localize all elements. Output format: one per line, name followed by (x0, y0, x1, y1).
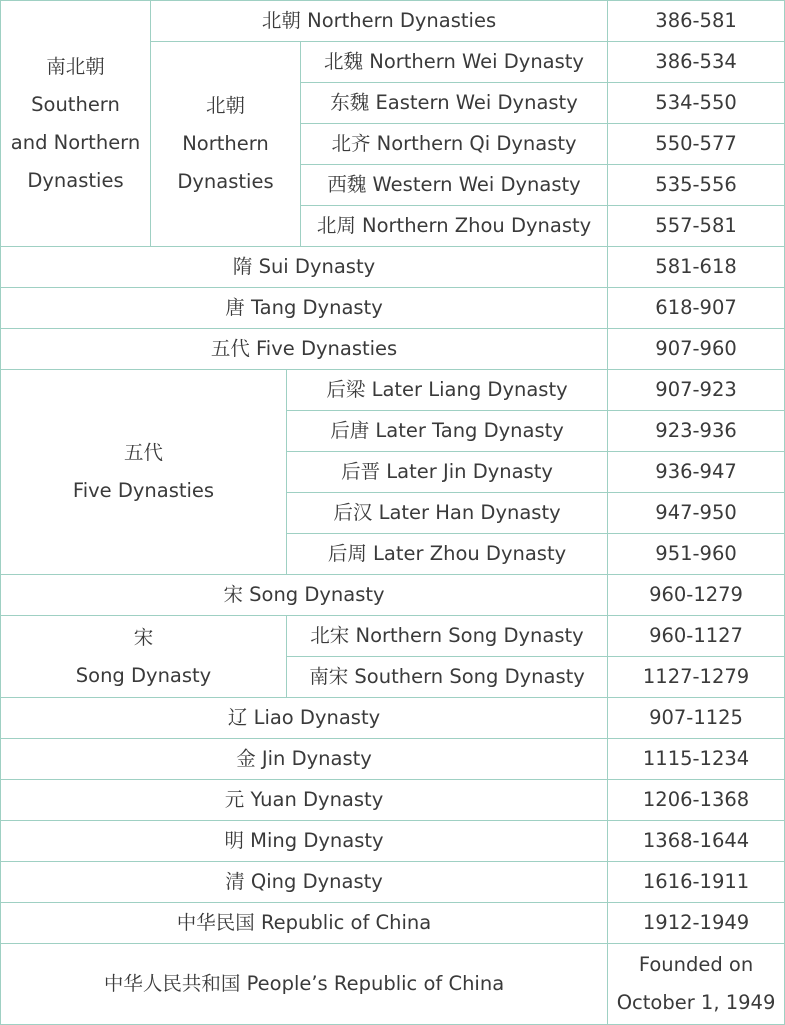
dynasty-name: 后梁 Later Liang Dynasty (287, 370, 608, 411)
dynasty-dates: 1368-1644 (608, 821, 785, 862)
dynasty-name: 北朝 Northern Dynasties (151, 1, 608, 42)
dynasty-dates: 1912-1949 (608, 903, 785, 944)
dynasty-name: 后晋 Later Jin Dynasty (287, 452, 608, 493)
dynasty-dates: 947-950 (608, 493, 785, 534)
group-line: Northern (182, 132, 269, 155)
dynasty-dates: 386-534 (608, 42, 785, 83)
dynasty-dates: 1206-1368 (608, 780, 785, 821)
group-line: and Northern (10, 130, 141, 154)
group-line: Five Dynasties (72, 479, 215, 502)
dynasty-dates: 1115-1234 (608, 739, 785, 780)
table-row (1, 329, 785, 370)
table-row (1, 862, 785, 903)
group-line: Dynasties (27, 168, 124, 192)
table-row (1, 247, 785, 288)
group-line: 五代 (123, 441, 163, 464)
table-row (1, 944, 785, 1025)
date-line: Founded on (638, 953, 754, 976)
dynasty-name: 后汉 Later Han Dynasty (287, 493, 608, 534)
dynasty-dates: 1616-1911 (608, 862, 785, 903)
table-row (1, 698, 785, 739)
table-row (1, 780, 785, 821)
dynasty-dates: 535-556 (608, 165, 785, 206)
dynasty-dates: 951-960 (608, 534, 785, 575)
dynasty-dates: 923-936 (608, 411, 785, 452)
dynasty-name: 五代 Five Dynasties (1, 329, 608, 370)
dynasty-dates: 1127-1279 (608, 657, 785, 698)
table-row (1, 821, 785, 862)
table-row (1, 903, 785, 944)
dynasty-name: 清 Qing Dynasty (1, 862, 608, 903)
dynasty-name: 北宋 Northern Song Dynasty (287, 616, 608, 657)
group-line: 宋 (133, 625, 154, 649)
group-cell-five-dynasties (1, 370, 287, 575)
dynasty-name: 后唐 Later Tang Dynasty (287, 411, 608, 452)
dynasty-dates (608, 944, 785, 1025)
dynasty-name: 辽 Liao Dynasty (1, 698, 608, 739)
table-row (1, 288, 785, 329)
table-row (1, 1, 785, 42)
dynasty-dates: 907-923 (608, 370, 785, 411)
dynasty-name: 唐 Tang Dynasty (1, 288, 608, 329)
date-line: October 1, 1949 (616, 991, 776, 1014)
dynasty-dates: 960-1127 (608, 616, 785, 657)
dynasty-dates: 550-577 (608, 124, 785, 165)
group-cell-southern-northern (1, 1, 151, 247)
dynasty-name: 金 Jin Dynasty (1, 739, 608, 780)
dynasty-dates: 557-581 (608, 206, 785, 247)
table-row (1, 575, 785, 616)
dynasty-dates: 618-907 (608, 288, 785, 329)
dynasty-name: 西魏 Western Wei Dynasty (301, 165, 608, 206)
dynasty-name: 元 Yuan Dynasty (1, 780, 608, 821)
table-row (1, 739, 785, 780)
dynasty-dates: 386-581 (608, 1, 785, 42)
dynasty-name: 明 Ming Dynasty (1, 821, 608, 862)
dynasty-dates: 936-947 (608, 452, 785, 493)
dynasty-dates: 907-1125 (608, 698, 785, 739)
group-line: 南北朝 (46, 54, 105, 78)
dynasty-dates: 534-550 (608, 83, 785, 124)
group-line: Dynasties (177, 170, 274, 193)
group-cell-song (1, 616, 287, 698)
dynasty-name: 后周 Later Zhou Dynasty (287, 534, 608, 575)
dynasty-dates: 907-960 (608, 329, 785, 370)
dynasty-name: 北周 Northern Zhou Dynasty (301, 206, 608, 247)
table-row (1, 370, 785, 411)
dynasty-name: 隋 Sui Dynasty (1, 247, 608, 288)
group-cell-northern (151, 42, 301, 247)
dynasty-name: 中华民国 Republic of China (1, 903, 608, 944)
table-row (1, 616, 785, 657)
group-line: 北朝 (205, 94, 245, 117)
dynasty-name: 宋 Song Dynasty (1, 575, 608, 616)
dynasty-name: 东魏 Eastern Wei Dynasty (301, 83, 608, 124)
dynasty-dates: 581-618 (608, 247, 785, 288)
dynasty-dates: 960-1279 (608, 575, 785, 616)
group-line: Southern (31, 92, 120, 116)
dynasty-name: 中华人民共和国 People’s Republic of China (1, 944, 608, 1025)
dynasty-name: 北魏 Northern Wei Dynasty (301, 42, 608, 83)
group-line: Song Dynasty (75, 663, 212, 687)
dynasty-name: 南宋 Southern Song Dynasty (287, 657, 608, 698)
dynasty-name: 北齐 Northern Qi Dynasty (301, 124, 608, 165)
